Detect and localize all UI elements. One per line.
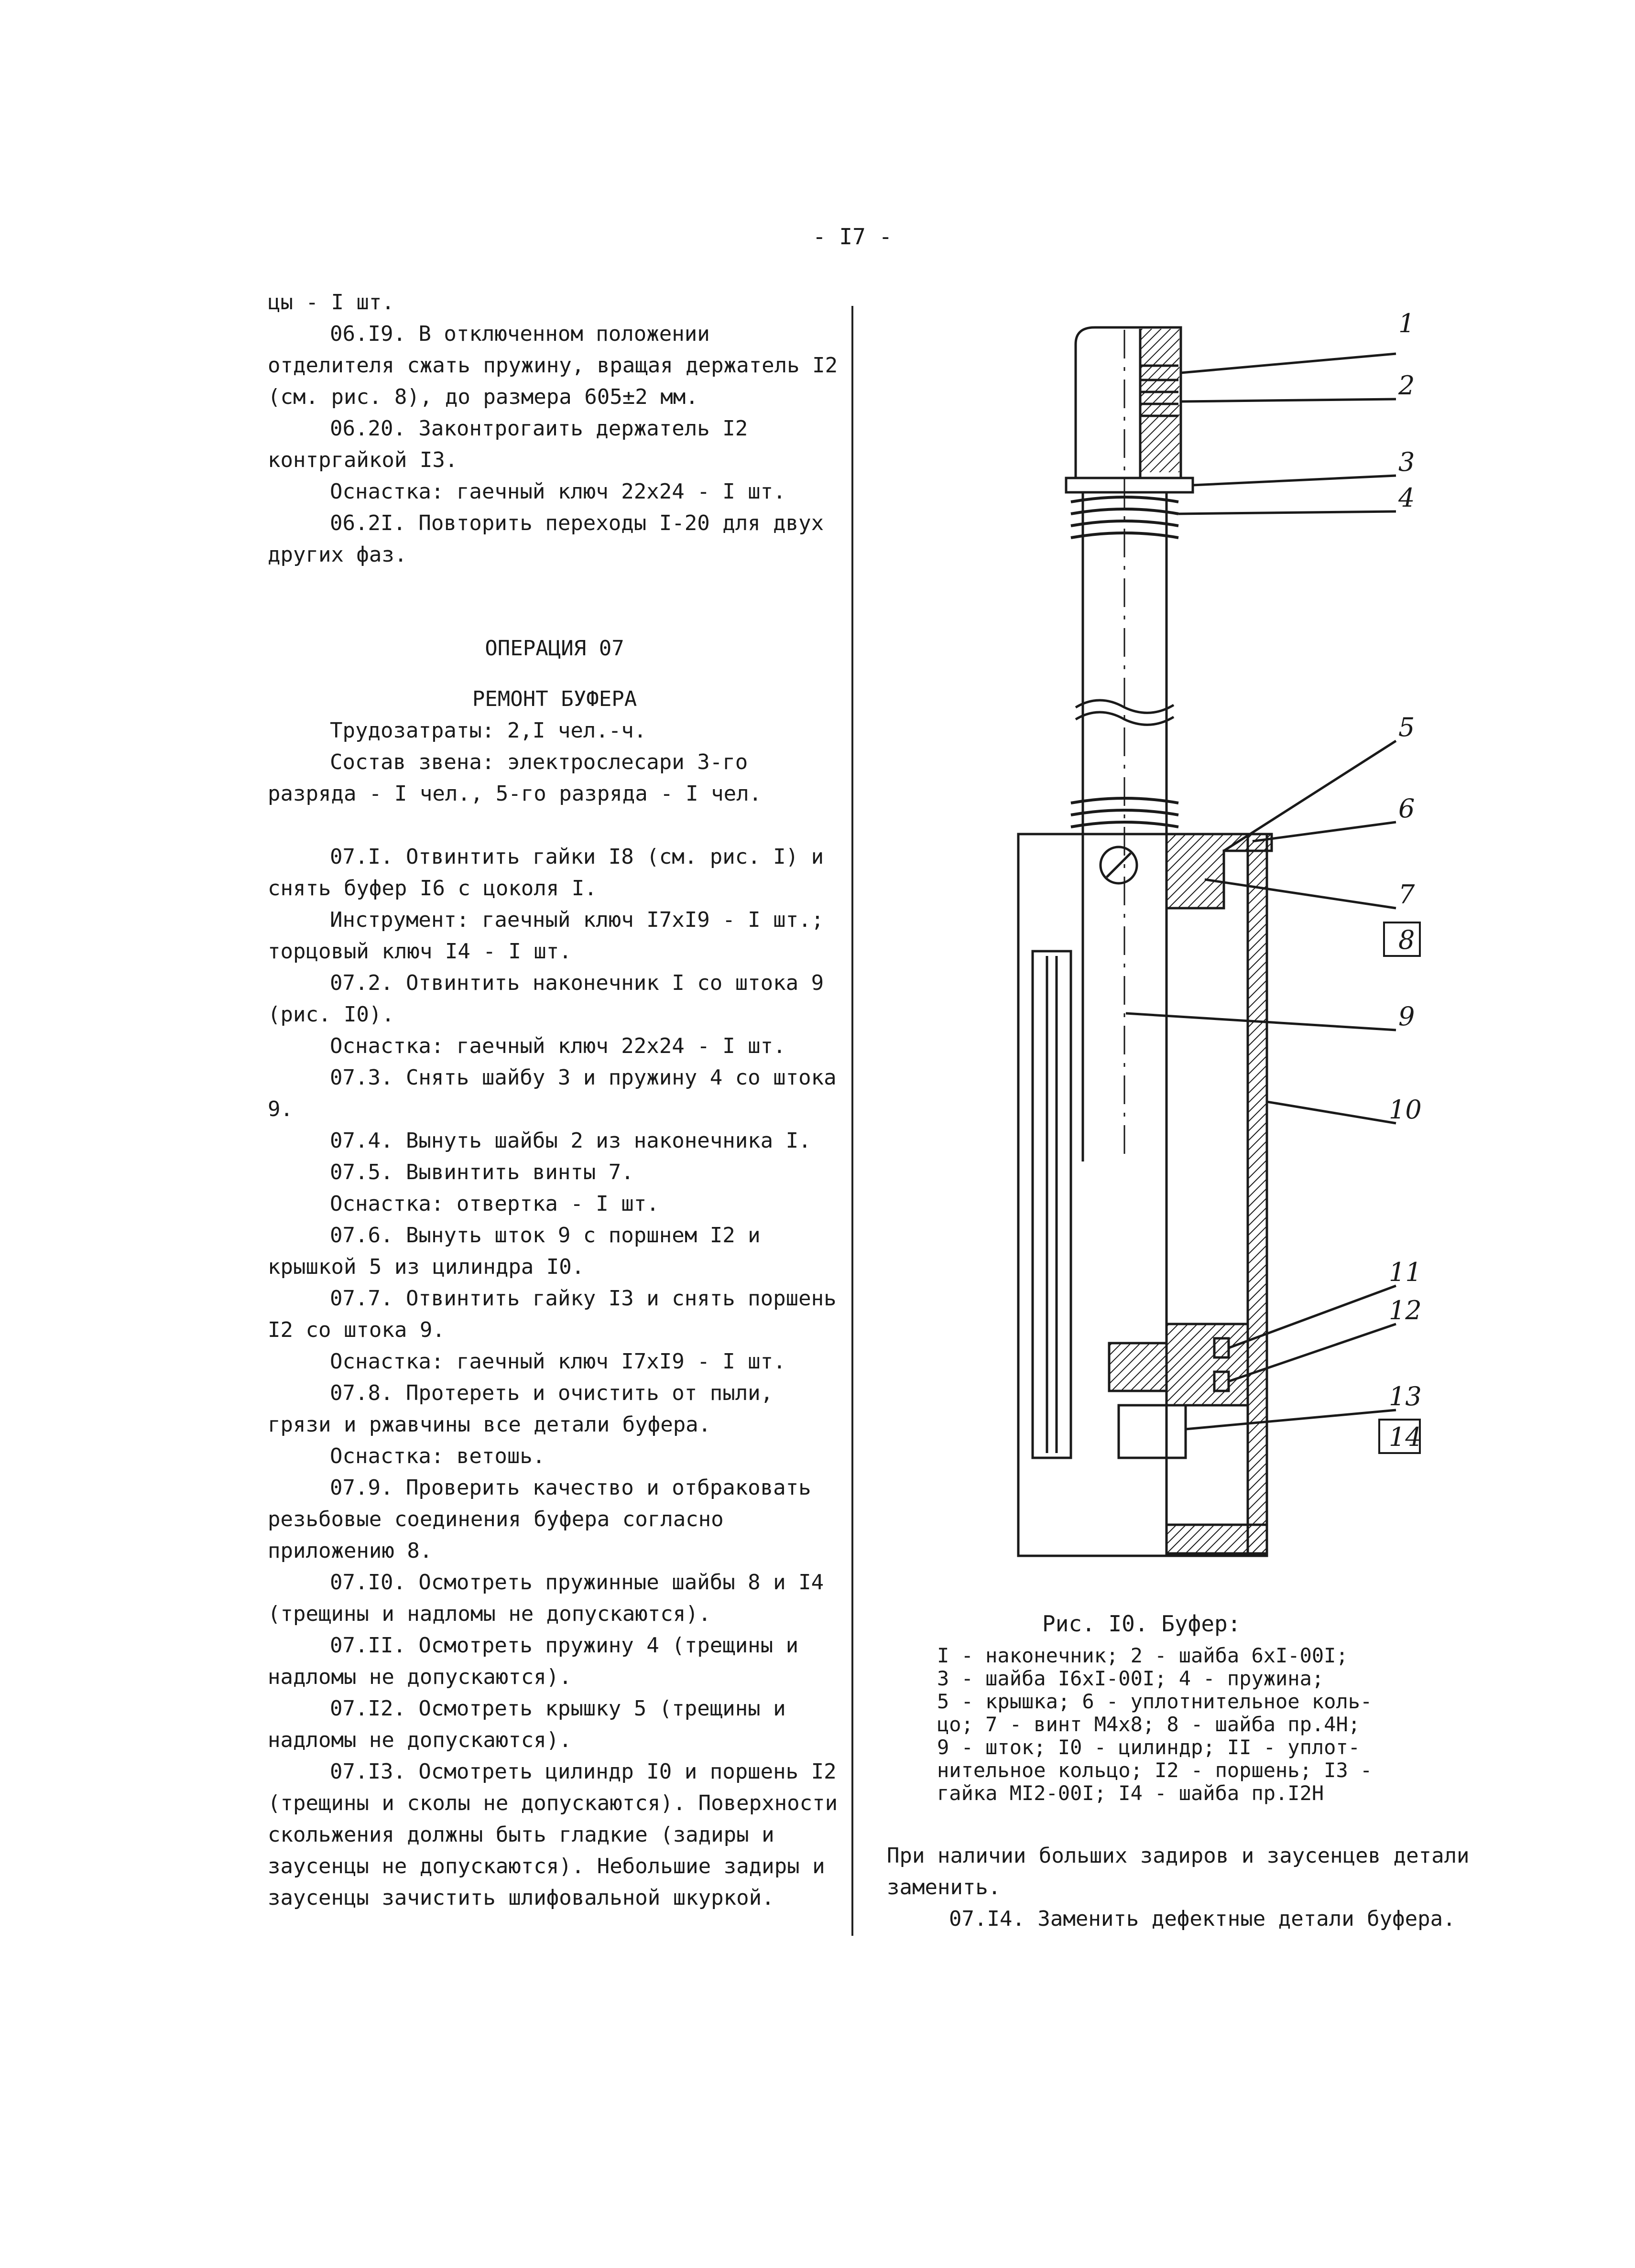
- step-06-21: 06.2I. Повторить переходы I-20 для двух других фаз.: [268, 511, 824, 567]
- column-divider: [851, 306, 853, 1936]
- section-heading: РЕМОНТ БУФЕРА: [472, 687, 637, 711]
- callout-12: 12: [1389, 1295, 1422, 1325]
- figure-caption-title: Рис. I0. Буфер:: [1042, 1611, 1241, 1637]
- callout-1: 1: [1398, 308, 1415, 338]
- step-07-7: 07.7. Отвинтить гайку I3 и снять поршень I2 со штока 9.: [268, 1286, 837, 1342]
- buffer-drawing: [975, 287, 1444, 1606]
- figure-legend: [937, 1644, 1453, 1805]
- callout-4: 4: [1398, 483, 1415, 513]
- labor-costs: Трудозатраты: 2,I чел.-ч.: [330, 718, 647, 743]
- step-07-11: 07.II. Осмотреть пружину 4 (трещины и надломы не допускаются).: [268, 1633, 799, 1689]
- step-07-5-tools: Оснастка: отвертка - I шт.: [330, 1192, 659, 1216]
- callout-11: 11: [1389, 1257, 1422, 1287]
- legend-line: гайка МI2-00I; I4 - шайба пр.I2Н: [937, 1781, 1324, 1805]
- step-07-2-tools: Оснастка: гаечный ключ 22х24 - I шт.: [330, 1034, 786, 1058]
- step-07-13: 07.I3. Осмотреть цилиндр I0 и поршень I2 (трещины и сколы не допускаются). Поверхности скольжения должны быть гладкие (задиры и заусенцы не допускаются). Небольшие задиры и заусенцы зачистить шлифовальной шкуркой.: [268, 1759, 838, 1910]
- right-column: [887, 1840, 1470, 1935]
- legend-line: 3 - шайба I6хI-00I; 4 - пружина;: [937, 1667, 1324, 1690]
- page-number: - I7 -: [813, 224, 893, 250]
- step-07-8: 07.8. Протереть и очистить от пыли, грязи и ржавчины все детали буфера.: [268, 1381, 774, 1437]
- callout-8: 8: [1398, 925, 1415, 955]
- callout-14: 14: [1389, 1422, 1422, 1452]
- step-07-6: 07.6. Вынуть шток 9 с поршнем I2 и крышкой 5 из цилиндра I0.: [268, 1223, 761, 1279]
- legend-line: цо; 7 - винт М4х8; 8 - шайба пр.4Н;: [937, 1713, 1361, 1736]
- crew-composition: Состав звена: электрослесари 3-го разряда - I чел., 5-го разряда - I чел.: [268, 750, 762, 806]
- callout-7: 7: [1398, 879, 1415, 910]
- paragraph-continuation: цы - I шт.: [268, 290, 394, 315]
- step-07-1: 07.I. Отвинтить гайки I8 (см. рис. I) и снять буфер I6 с цоколя I.: [268, 845, 824, 901]
- step-07-4: 07.4. Вынуть шайбы 2 из наконечника I.: [330, 1129, 811, 1153]
- callout-5: 5: [1398, 712, 1415, 742]
- legend-line: 9 - шток; I0 - цилиндр; II - уплот-: [937, 1736, 1361, 1759]
- callout-10: 10: [1389, 1095, 1422, 1125]
- step-07-14: 07.I4. Заменить дефектные детали буфера.: [949, 1907, 1456, 1931]
- legend-line: 5 - крышка; 6 - уплотнительное коль-: [937, 1690, 1373, 1713]
- step-07-10: 07.I0. Осмотреть пружинные шайбы 8 и I4 (трещины и надломы не допускаются).: [268, 1570, 824, 1626]
- step-07-12: 07.I2. Осмотреть крышку 5 (трещины и надломы не допускаются).: [268, 1696, 786, 1752]
- callout-9: 9: [1398, 1001, 1415, 1031]
- legend-line: I - наконечник; 2 - шайба 6хI-00I;: [937, 1644, 1348, 1667]
- callout-3: 3: [1398, 447, 1415, 477]
- step-07-2: 07.2. Отвинтить наконечник I со штока 9 (рис. I0).: [268, 971, 824, 1027]
- step-06-20: 06.20. Законтрогаить держатель I2 контргайкой I3.: [268, 416, 748, 472]
- legend-line: нительное кольцо; I2 - поршень; I3 -: [937, 1758, 1373, 1782]
- callout-6: 6: [1398, 793, 1415, 824]
- step-07-5: 07.5. Вывинтить винты 7.: [330, 1160, 634, 1184]
- step-07-1-tools: Инструмент: гаечный ключ I7хI9 - I шт.; торцовый ключ I4 - I шт.: [268, 908, 824, 964]
- left-column: [268, 287, 841, 1914]
- operation-heading: ОПЕРАЦИЯ 07: [485, 636, 624, 661]
- step-07-9: 07.9. Проверить качество и отбраковать резьбовые соединения буфера согласно приложению 8.: [268, 1476, 811, 1563]
- callout-13: 13: [1389, 1381, 1422, 1411]
- paragraph-replace-parts: При наличии больших задиров и заусенцев детали заменить.: [887, 1844, 1470, 1899]
- step-07-7-tools: Оснастка: гаечный ключ I7хI9 - I шт.: [330, 1349, 786, 1374]
- step-07-3: 07.3. Снять шайбу 3 и пружину 4 со штока 9.: [268, 1065, 837, 1121]
- step-06-20-tools: Оснастка: гаечный ключ 22х24 - I шт.: [330, 479, 786, 504]
- step-07-8-tools: Оснастка: ветошь.: [330, 1444, 545, 1468]
- callout-2: 2: [1398, 370, 1415, 401]
- step-06-19: 06.I9. В отключенном положении отделителя сжать пружину, вращая держатель I2 (см. рис. 8), до размера 605±2 мм.: [268, 322, 838, 409]
